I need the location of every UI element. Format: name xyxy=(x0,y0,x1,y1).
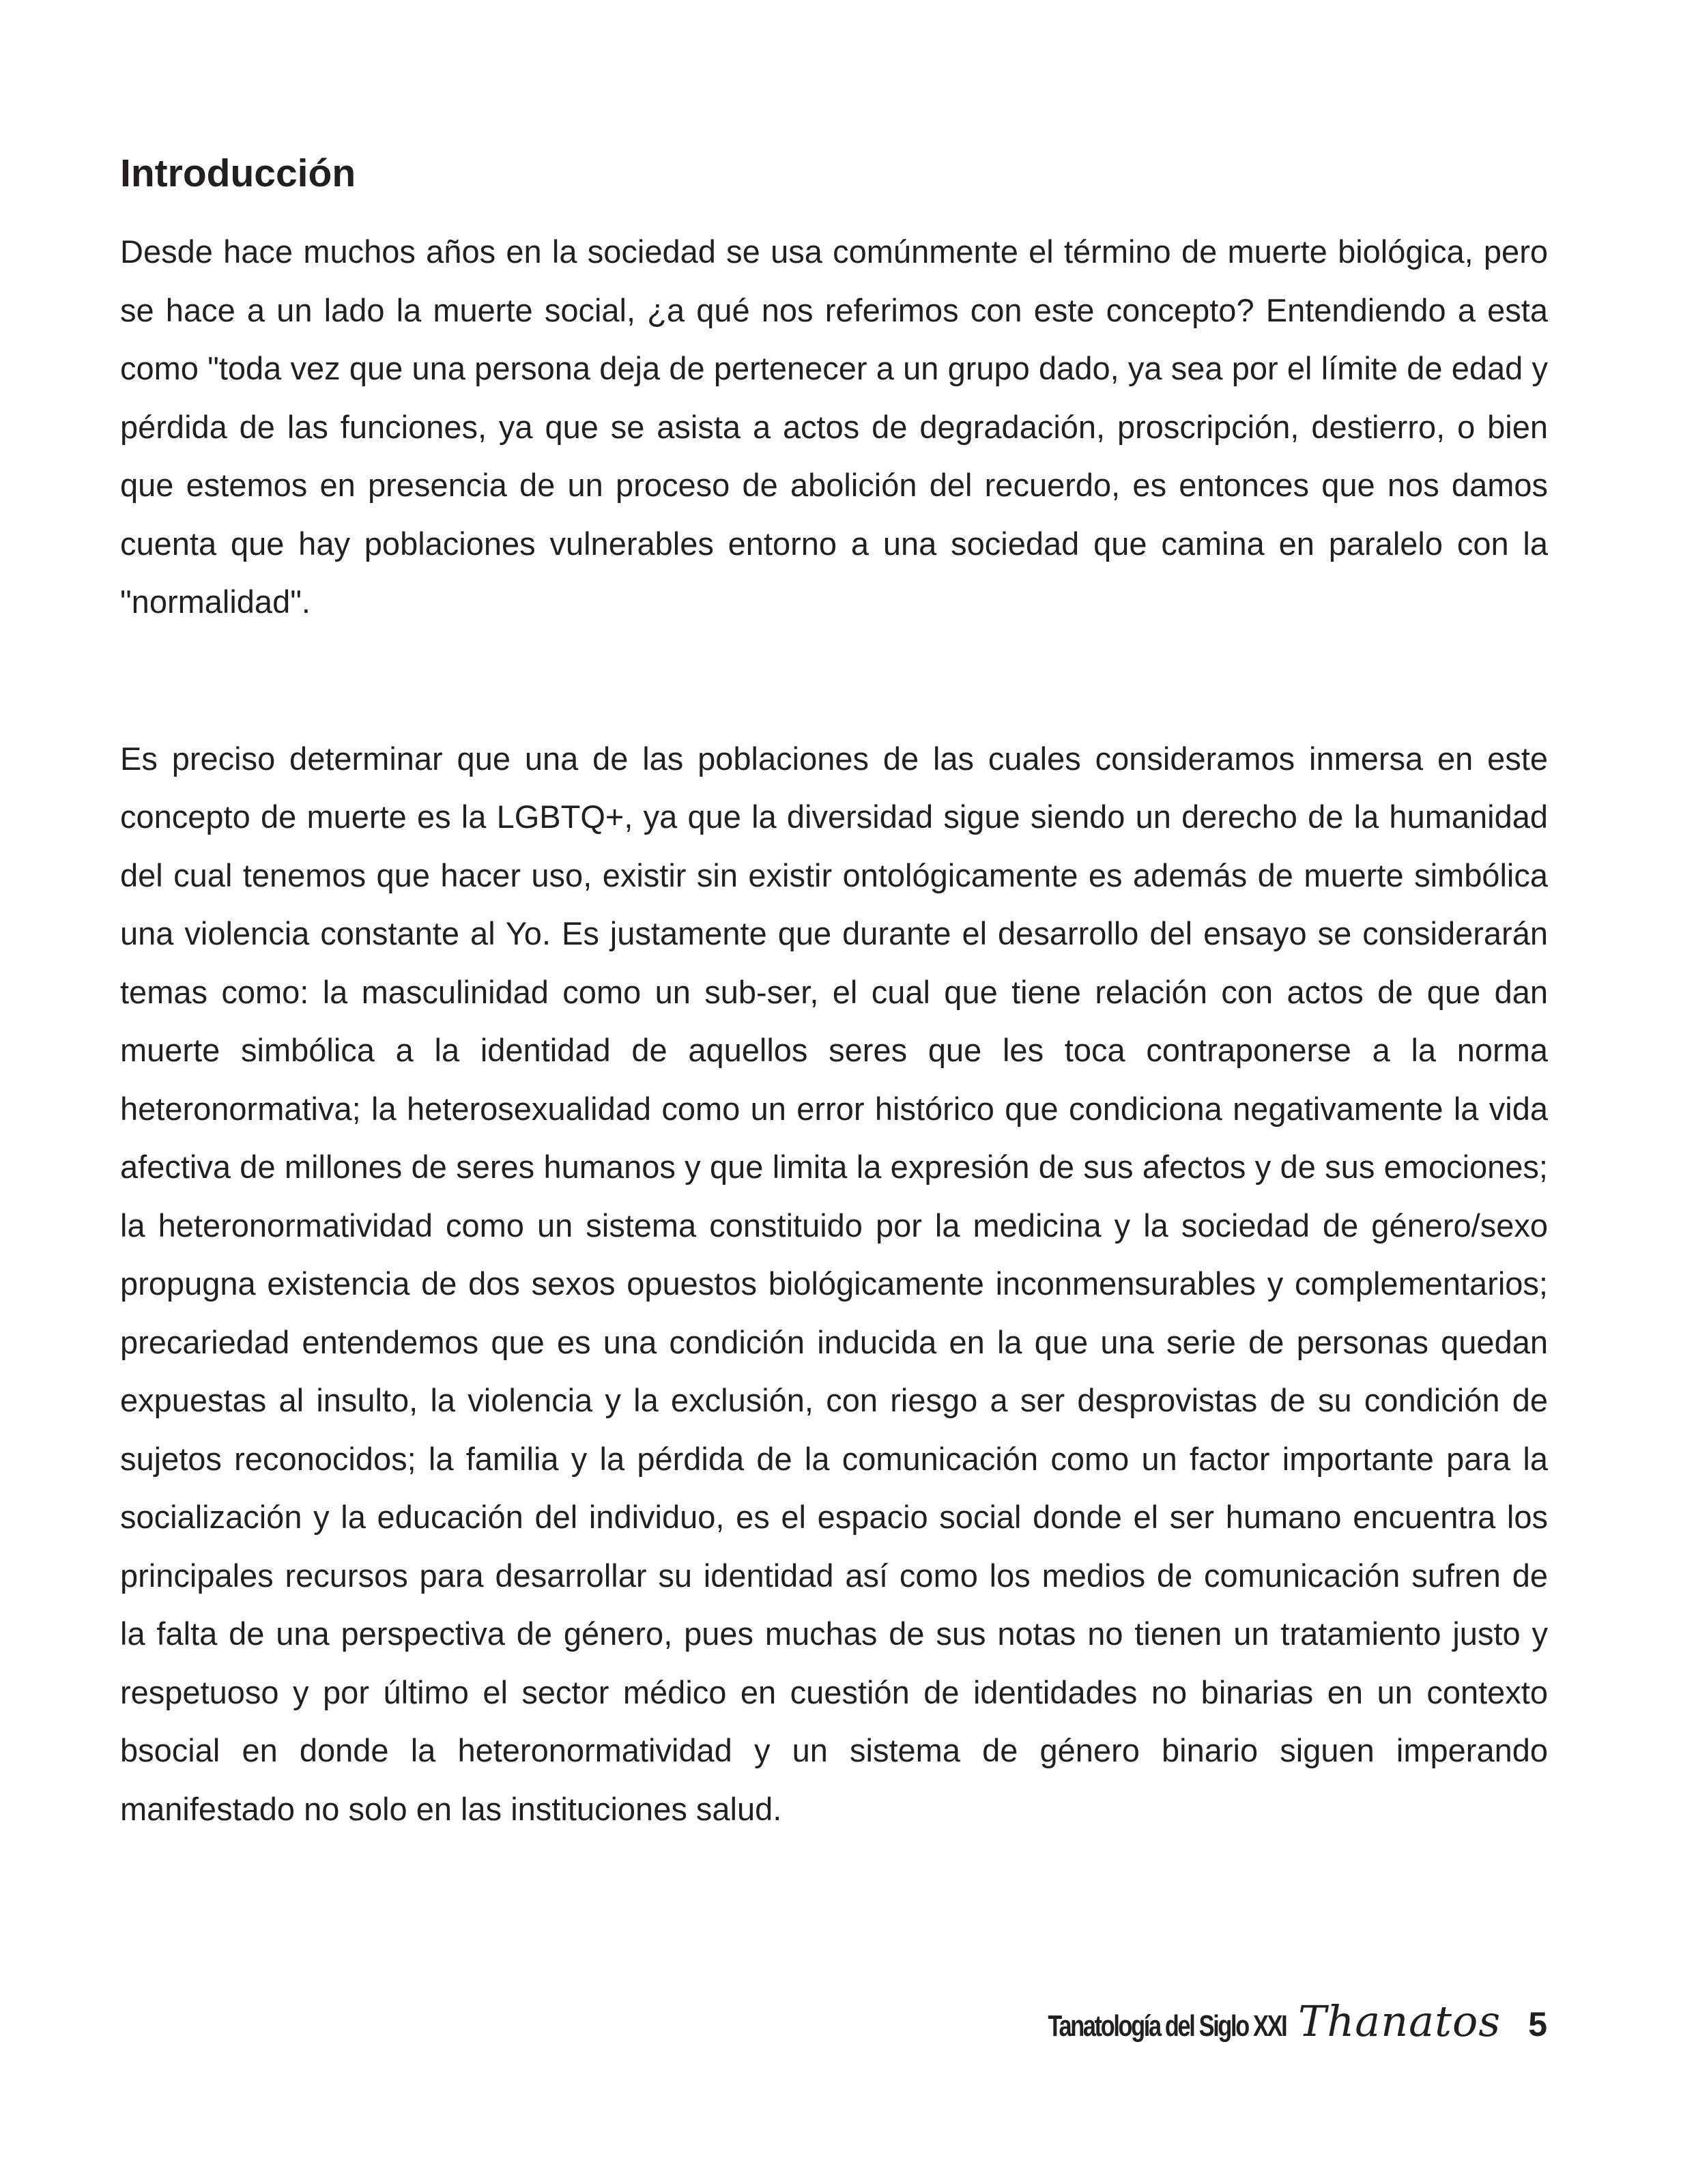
thanatos-logo: Thanatos xyxy=(1297,1996,1501,2046)
paragraph-1: Desde hace muchos años en la sociedad se usa comúnmente el término de muerte biológica, pero se hace a un lado la muerte social, ¿a qué nos referimos con este concepto? Entendiendo a esta como "toda vez que una persona deja de pertenecer a un grupo dado, ya sea por el límite de edad y pérdida de las funciones, ya que se asista a actos de degradación, proscripción, destierro, o bien que estemos en presencia de un proceso de abolición del recuerdo, es entonces que nos damos cuenta que hay poblaciones vulnerables entorno a una sociedad que camina en paralelo con la "normalidad". xyxy=(120,233,1548,620)
article-body xyxy=(120,150,1548,1838)
paragraph-2: Es preciso determinar que una de las poblaciones de las cuales consideramos inmersa en este concepto de muerte es la LGBTQ+, ya que la diversidad sigue siendo un derecho de la humanidad del cual tenemos que hacer uso, existir sin existir ontológicamente es además de muerte simbólica una violencia constante al Yo. Es justamente que durante el desarrollo del ensayo se considerarán temas como: la masculinidad como un sub-ser, el cual que tiene relación con actos de que dan muerte simbólica a la identidad de aquellos seres que les toca contraponerse a la norma heteronormativa; la heterosexualidad como un error histórico que condiciona negativamente la vida afectiva de millones de seres humanos y que limita la expresión de sus afectos y de sus emociones; la heteronormatividad como un sistema constituido por la medicina y la sociedad de género/sexo propugna existencia de dos sexos opuestos biológicamente inconmensurables y complementarios; precariedad entendemos que es una condición inducida en la que una serie de personas quedan expuestas al insulto, la violencia y la exclusión, con riesgo a ser desprovistas de su condición de sujetos reconocidos; la familia y la pérdida de la comunicación como un factor importante para la socialización y la educación del individuo, es el espacio social donde el ser humano encuentra los principales recursos para desarrollar su identidad así como los medios de comunicación sufren de la falta de una perspectiva de género, pues muchas de sus notas no tienen un tratamiento justo y respetuoso y por último el sector médico en cuestión de identidades no binarias en un contexto bsocial en donde la heteronormatividad y un sistema de género binario siguen imperando manifestado no solo en las instituciones salud. xyxy=(120,740,1548,1827)
page-number: 5 xyxy=(1528,2005,1547,2043)
page-footer xyxy=(981,1996,1547,2046)
journal-name: Tanatología del Siglo XXI xyxy=(1048,2009,1286,2043)
section-heading: Introducción xyxy=(120,152,356,195)
